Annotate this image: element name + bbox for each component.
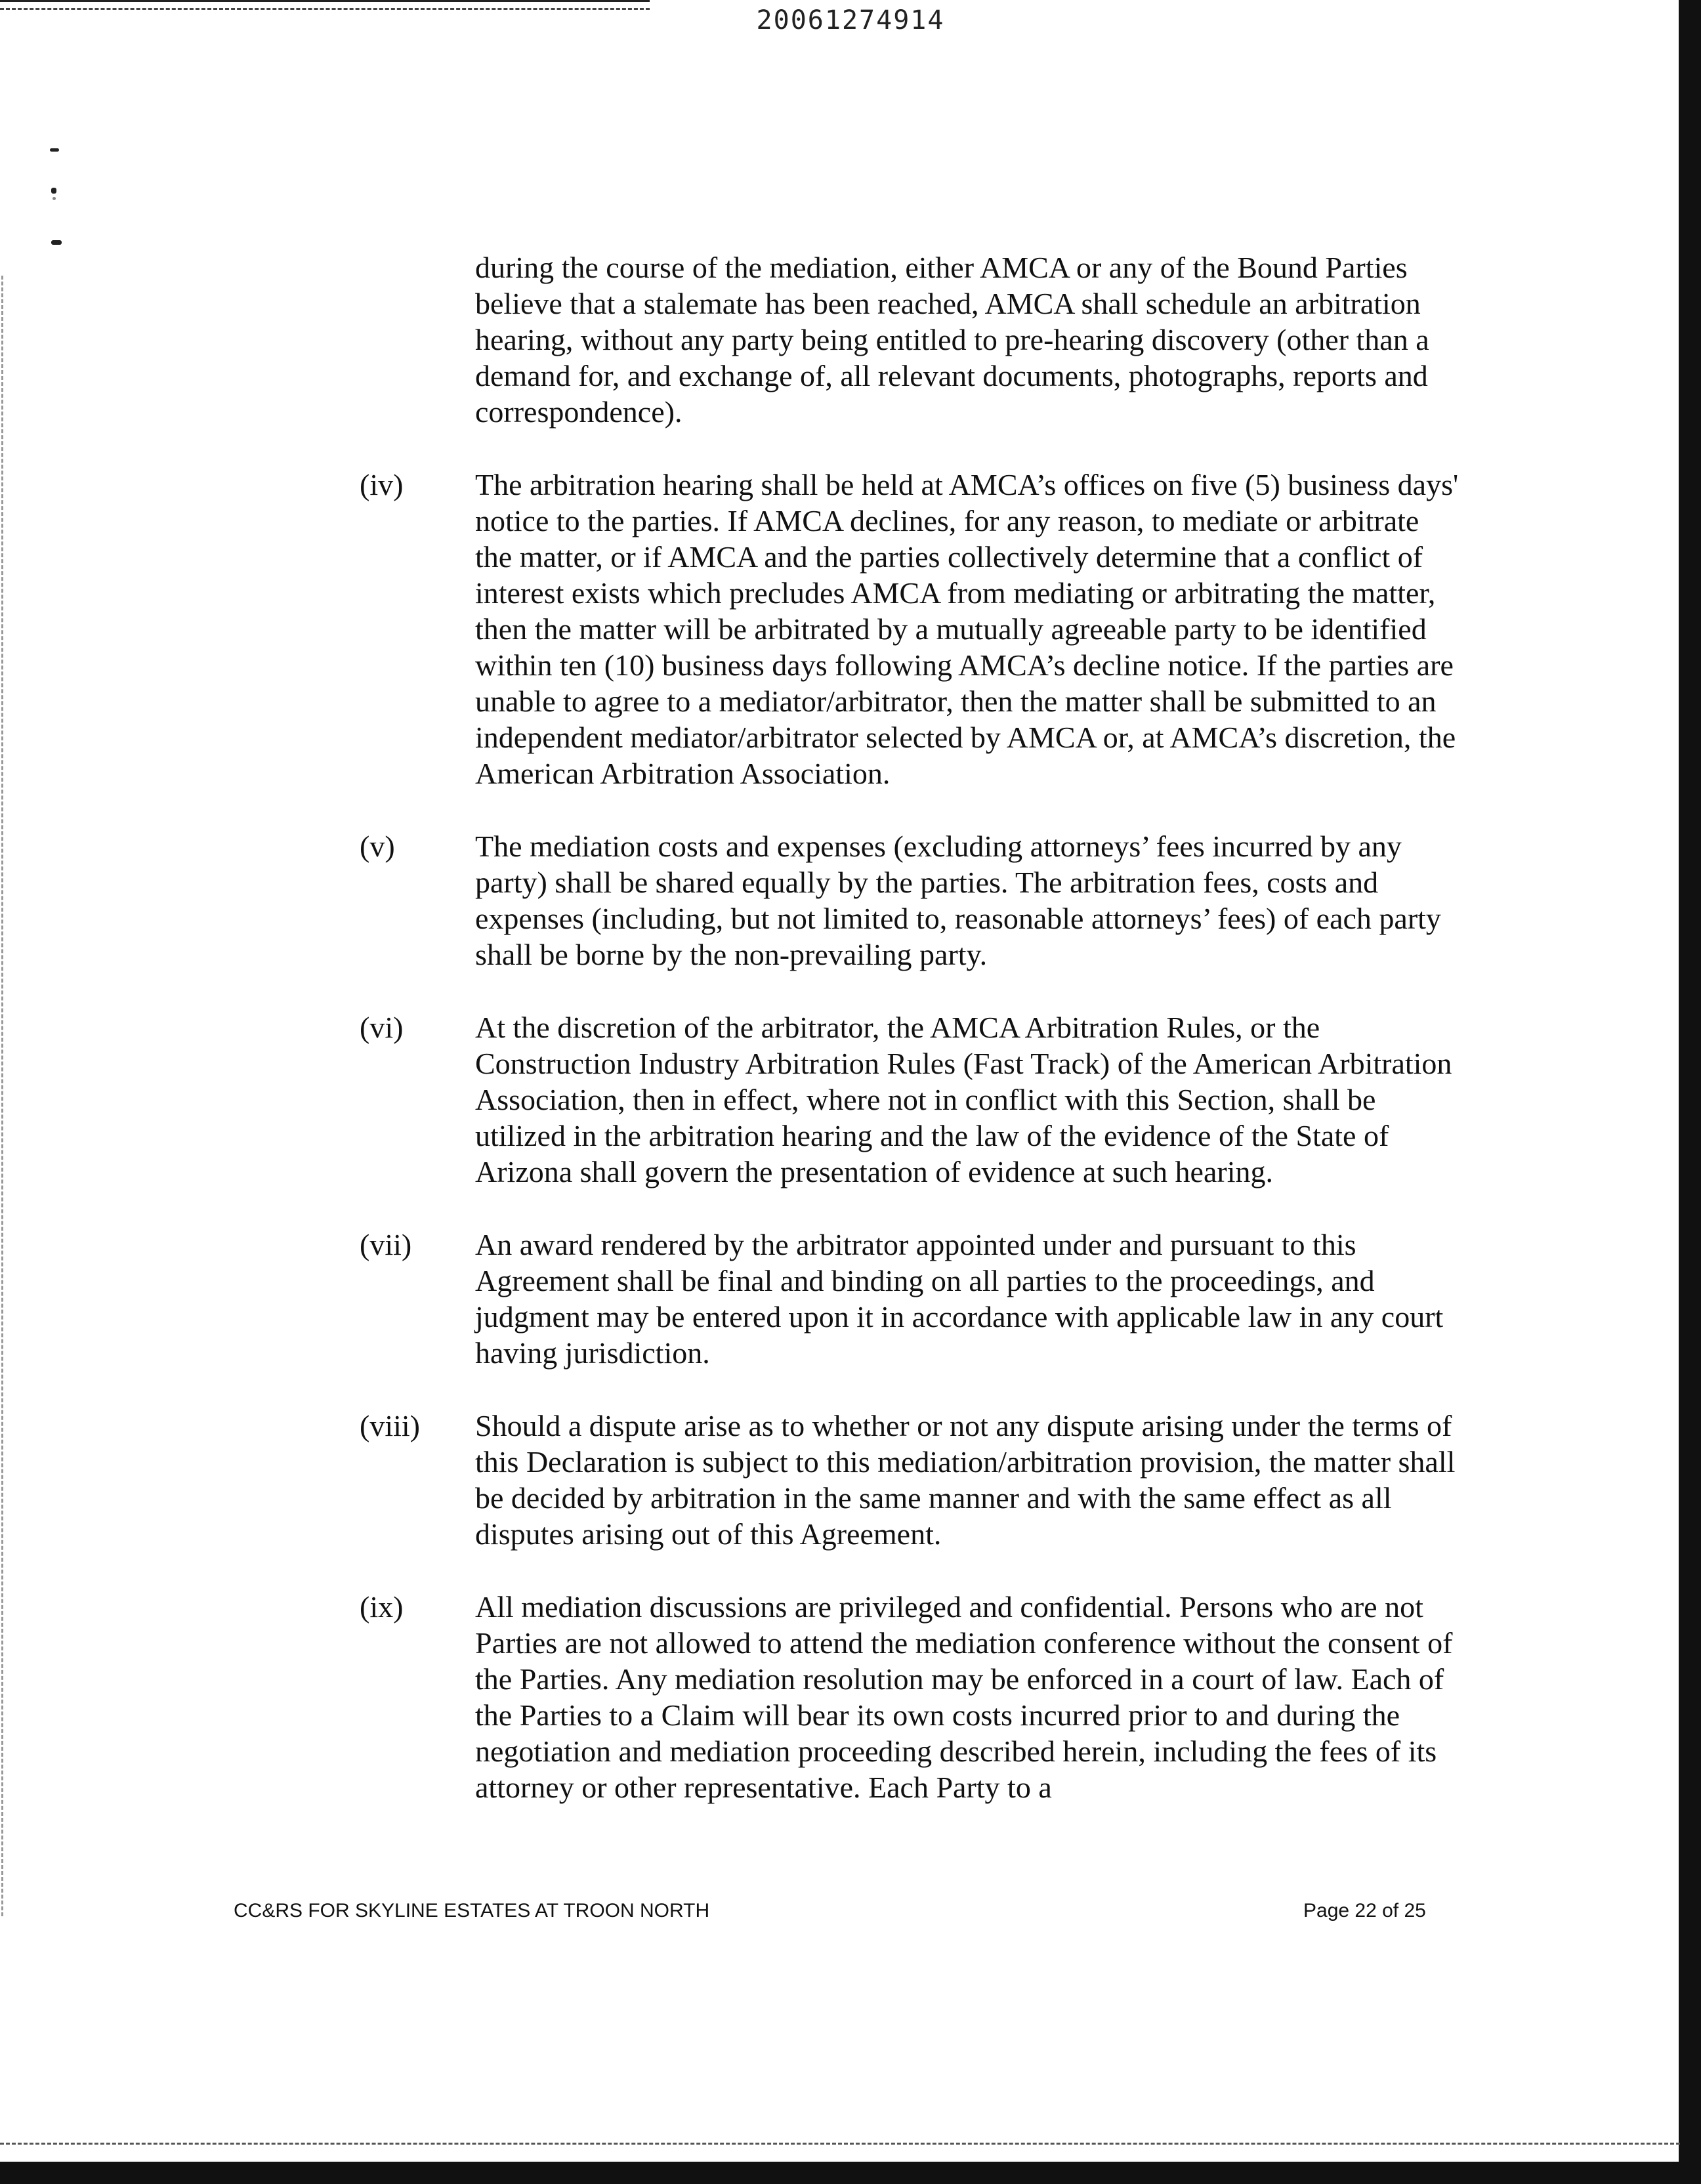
clause-text: Should a dispute arise as to whether or not any dispute arising under the terms of this Declaration is subject to this mediation/arbitration provision, the matter shall be decided by arbitration in the same manner and with the same effect as all disputes arising out of this Agreement. bbox=[475, 1409, 1456, 1551]
scan-right-border bbox=[1679, 0, 1701, 2184]
clause-label: (iv) bbox=[360, 468, 404, 501]
document-number: 20061274914 bbox=[756, 5, 945, 35]
scan-left-edge bbox=[1, 276, 3, 1916]
clause-text: All mediation discussions are privileged and confidential. Persons who are not Parties are not allowed to attend the mediation conference without the consent of the Parties. Any mediation resolution may be enforced in a court of law. Each of the Parties to a Claim will bear its own costs incurred prior to and during the negotiation and mediation proceeding described herein, including the fees of its attorney or other representative. Each Party to a bbox=[475, 1590, 1453, 1804]
scan-bottom-dash bbox=[0, 2143, 1680, 2145]
clause-label: (vii) bbox=[360, 1228, 412, 1261]
scan-bottom-border bbox=[0, 2162, 1701, 2184]
clause-text: An award rendered by the arbitrator appointed under and pursuant to this Agreement shall be final and binding on all parties to the proceedings, and judgment may be entered upon it in accordance with applicable law in any court having jurisdiction. bbox=[475, 1228, 1444, 1370]
page-number: Page 22 of 25 bbox=[1303, 1900, 1426, 1922]
clause-label: (v) bbox=[360, 830, 395, 863]
clause-label: (vi) bbox=[360, 1011, 404, 1044]
clause-item bbox=[360, 1589, 1462, 1805]
scan-speck bbox=[51, 188, 56, 194]
clause-item bbox=[360, 467, 1462, 791]
clause-item bbox=[360, 1227, 1462, 1371]
clause-text: The arbitration hearing shall be held at AMCA’s offices on five (5) business days' notice to the parties. If AMCA declines, for any reason, to mediate or arbitrate the matter, or if AMCA and the parties collectively determine that a conflict of interest exists which precludes AMCA from mediating or arbitrating the matter, then the matter will be arbitrated by a mutually agreeable party to be identified within ten (10) business days following AMCA’s decline notice. If the parties are unable to agree to a mediator/arbitrator, then the matter shall be submitted to an independent mediator/arbitrator selected by AMCA or, at AMCA’s discretion, the American Arbitration Association. bbox=[475, 468, 1459, 790]
clause-item bbox=[360, 828, 1462, 973]
clause-text: The mediation costs and expenses (excluding attorneys’ fees incurred by any party) shall be shared equally by the parties. The arbitration fees, costs and expenses (including, but not limited to, reasonable attorneys’ fees) of each party shall be borne by the non-prevailing party. bbox=[475, 830, 1441, 971]
scan-speck bbox=[50, 148, 59, 152]
footer-title: CC&RS FOR SKYLINE ESTATES AT TROON NORTH bbox=[234, 1900, 710, 1922]
continued-paragraph: during the course of the mediation, either AMCA or any of the Bound Parties believe that a stalemate has been reached, AMCA shall schedule an arbitration hearing, without any party being entitled to pre-hearing discovery (other than a demand for, and exchange of, all relevant documents, photographs, reports and correspondence). bbox=[475, 251, 1429, 429]
clause-text: At the discretion of the arbitrator, the AMCA Arbitration Rules, or the Construction Industry Arbitration Rules (Fast Track) of the American Arbitration Association, then in effect, where not in conflict with this Section, shall be utilized in the arbitration hearing and the law of the evidence of the State of Arizona shall govern the presentation of evidence at such hearing. bbox=[475, 1011, 1452, 1188]
scan-speck bbox=[52, 197, 56, 200]
scan-top-rule bbox=[0, 0, 650, 2]
clause-item bbox=[360, 1408, 1462, 1552]
document-body bbox=[360, 249, 1462, 1842]
clause-label: (viii) bbox=[360, 1409, 420, 1442]
scan-speck bbox=[51, 240, 62, 245]
clause-item bbox=[360, 1009, 1462, 1190]
clause-label: (ix) bbox=[360, 1590, 404, 1624]
